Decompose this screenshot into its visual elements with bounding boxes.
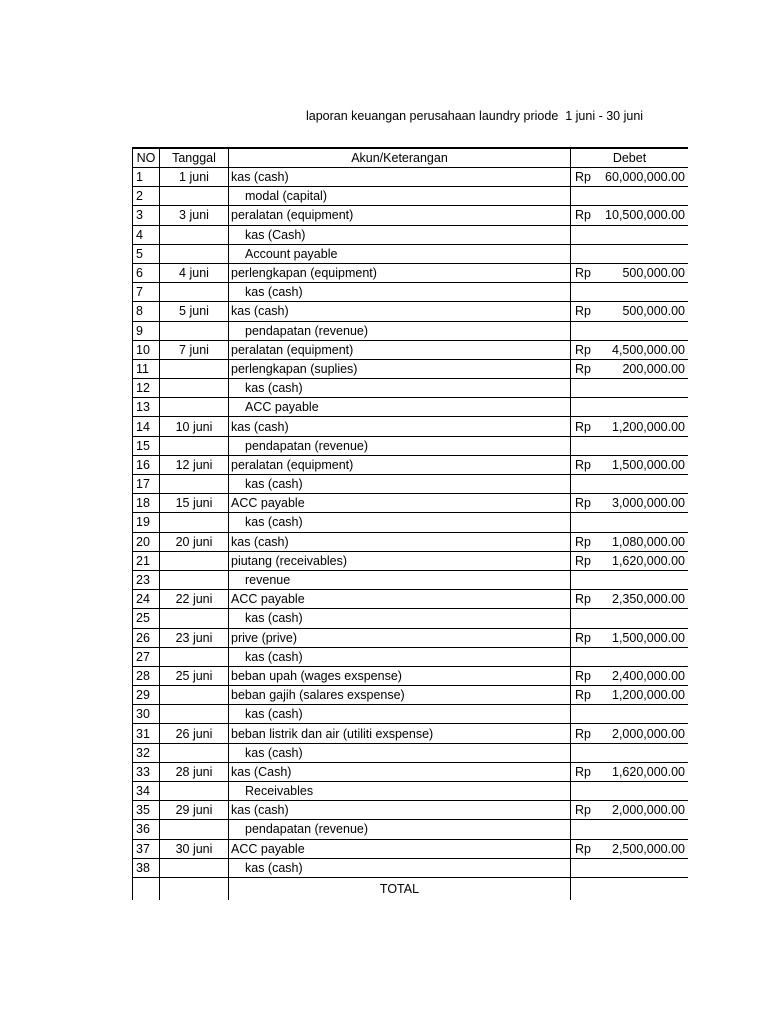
debet-amount: 3,000,000.00 bbox=[612, 496, 685, 511]
row-no: 13 bbox=[133, 398, 160, 417]
row-tanggal bbox=[160, 820, 229, 839]
row-debet bbox=[571, 858, 689, 877]
row-akun: kas (cash) bbox=[229, 705, 571, 724]
table-row bbox=[133, 321, 689, 340]
row-debet bbox=[571, 724, 689, 743]
row-tanggal bbox=[160, 436, 229, 455]
row-akun: Receivables bbox=[229, 782, 571, 801]
total-row bbox=[133, 877, 689, 900]
table-row bbox=[133, 801, 689, 820]
row-debet bbox=[571, 820, 689, 839]
row-debet bbox=[571, 647, 689, 666]
table-row bbox=[133, 513, 689, 532]
row-akun: kas (cash) bbox=[229, 532, 571, 551]
row-debet bbox=[571, 302, 689, 321]
table-row bbox=[133, 263, 689, 282]
row-tanggal bbox=[160, 858, 229, 877]
row-akun: kas (cash) bbox=[229, 379, 571, 398]
table-row bbox=[133, 359, 689, 378]
row-tanggal bbox=[160, 283, 229, 302]
table-row bbox=[133, 590, 689, 609]
journal-table bbox=[132, 147, 688, 900]
row-akun: kas (cash) bbox=[229, 647, 571, 666]
row-akun: pendapatan (revenue) bbox=[229, 820, 571, 839]
table-row bbox=[133, 187, 689, 206]
row-no: 31 bbox=[133, 724, 160, 743]
currency-label: Rp bbox=[575, 630, 591, 645]
debet-amount: 500,000.00 bbox=[622, 266, 685, 281]
row-tanggal bbox=[160, 321, 229, 340]
row-debet bbox=[571, 206, 689, 225]
table-row bbox=[133, 551, 689, 570]
row-tanggal bbox=[160, 513, 229, 532]
row-no: 3 bbox=[133, 206, 160, 225]
row-debet bbox=[571, 513, 689, 532]
row-debet bbox=[571, 551, 689, 570]
row-debet bbox=[571, 168, 689, 187]
row-akun: beban gajih (salares exspense) bbox=[229, 686, 571, 705]
row-tanggal: 20 juni bbox=[160, 532, 229, 551]
row-no: 21 bbox=[133, 551, 160, 570]
row-no: 2 bbox=[133, 187, 160, 206]
table-row bbox=[133, 570, 689, 589]
row-debet bbox=[571, 455, 689, 474]
row-debet bbox=[571, 705, 689, 724]
row-no: 5 bbox=[133, 244, 160, 263]
currency-label: Rp bbox=[575, 592, 591, 607]
header-akun: Akun/Keterangan bbox=[229, 148, 571, 168]
row-no: 35 bbox=[133, 801, 160, 820]
table-row bbox=[133, 455, 689, 474]
row-debet bbox=[571, 628, 689, 647]
table-row bbox=[133, 532, 689, 551]
total-debet-cell bbox=[571, 877, 689, 900]
row-tanggal bbox=[160, 686, 229, 705]
row-debet bbox=[571, 743, 689, 762]
row-no: 30 bbox=[133, 705, 160, 724]
row-akun: perlengkapan (equipment) bbox=[229, 263, 571, 282]
debet-amount: 1,500,000.00 bbox=[612, 630, 685, 645]
table-row bbox=[133, 628, 689, 647]
row-tanggal bbox=[160, 743, 229, 762]
row-debet bbox=[571, 187, 689, 206]
row-debet bbox=[571, 263, 689, 282]
row-akun: beban upah (wages exspense) bbox=[229, 666, 571, 685]
row-tanggal bbox=[160, 475, 229, 494]
row-debet bbox=[571, 359, 689, 378]
row-no: 38 bbox=[133, 858, 160, 877]
debet-amount: 60,000,000.00 bbox=[605, 170, 685, 185]
debet-amount: 10,500,000.00 bbox=[605, 208, 685, 223]
row-debet bbox=[571, 666, 689, 685]
table-row bbox=[133, 666, 689, 685]
debet-amount: 2,000,000.00 bbox=[612, 726, 685, 741]
row-no: 9 bbox=[133, 321, 160, 340]
currency-label: Rp bbox=[575, 534, 591, 549]
row-no: 28 bbox=[133, 666, 160, 685]
row-no: 37 bbox=[133, 839, 160, 858]
row-no: 14 bbox=[133, 417, 160, 436]
table-row bbox=[133, 609, 689, 628]
row-debet bbox=[571, 570, 689, 589]
row-tanggal: 7 juni bbox=[160, 340, 229, 359]
header-tanggal: Tanggal bbox=[160, 148, 229, 168]
row-akun: beban listrik dan air (utiliti exspense) bbox=[229, 724, 571, 743]
row-no: 32 bbox=[133, 743, 160, 762]
row-no: 23 bbox=[133, 570, 160, 589]
row-no: 36 bbox=[133, 820, 160, 839]
row-no: 16 bbox=[133, 455, 160, 474]
row-debet bbox=[571, 494, 689, 513]
table-row bbox=[133, 398, 689, 417]
currency-label: Rp bbox=[575, 170, 591, 185]
currency-label: Rp bbox=[575, 419, 591, 434]
currency-label: Rp bbox=[575, 266, 591, 281]
table-row bbox=[133, 724, 689, 743]
row-no: 11 bbox=[133, 359, 160, 378]
table-row bbox=[133, 494, 689, 513]
row-tanggal: 22 juni bbox=[160, 590, 229, 609]
currency-label: Rp bbox=[575, 457, 591, 472]
debet-amount: 1,620,000.00 bbox=[612, 764, 685, 779]
table-row bbox=[133, 379, 689, 398]
row-debet bbox=[571, 379, 689, 398]
debet-amount: 1,620,000.00 bbox=[612, 553, 685, 568]
row-debet bbox=[571, 225, 689, 244]
row-tanggal: 29 juni bbox=[160, 801, 229, 820]
row-debet bbox=[571, 762, 689, 781]
table-row bbox=[133, 417, 689, 436]
currency-label: Rp bbox=[575, 208, 591, 223]
row-akun: peralatan (equipment) bbox=[229, 206, 571, 225]
row-akun: kas (cash) bbox=[229, 168, 571, 187]
debet-amount: 2,000,000.00 bbox=[612, 803, 685, 818]
row-akun: ACC payable bbox=[229, 839, 571, 858]
row-akun: kas (cash) bbox=[229, 302, 571, 321]
row-akun: revenue bbox=[229, 570, 571, 589]
header-row bbox=[133, 148, 689, 168]
row-tanggal bbox=[160, 379, 229, 398]
row-no: 34 bbox=[133, 782, 160, 801]
currency-label: Rp bbox=[575, 803, 591, 818]
currency-label: Rp bbox=[575, 764, 591, 779]
row-debet bbox=[571, 686, 689, 705]
row-akun: Account payable bbox=[229, 244, 571, 263]
table-row bbox=[133, 340, 689, 359]
table-row bbox=[133, 436, 689, 455]
row-no: 33 bbox=[133, 762, 160, 781]
row-akun: peralatan (equipment) bbox=[229, 340, 571, 359]
row-tanggal: 1 juni bbox=[160, 168, 229, 187]
row-tanggal: 25 juni bbox=[160, 666, 229, 685]
debet-amount: 4,500,000.00 bbox=[612, 342, 685, 357]
row-no: 19 bbox=[133, 513, 160, 532]
total-label: TOTAL bbox=[229, 877, 571, 900]
row-akun: kas (cash) bbox=[229, 283, 571, 302]
row-debet bbox=[571, 340, 689, 359]
currency-label: Rp bbox=[575, 342, 591, 357]
table-row bbox=[133, 206, 689, 225]
row-tanggal: 4 juni bbox=[160, 263, 229, 282]
table-row bbox=[133, 283, 689, 302]
table-row bbox=[133, 244, 689, 263]
row-debet bbox=[571, 590, 689, 609]
row-debet bbox=[571, 839, 689, 858]
debet-amount: 1,200,000.00 bbox=[612, 688, 685, 703]
row-akun: ACC payable bbox=[229, 494, 571, 513]
row-no: 20 bbox=[133, 532, 160, 551]
row-akun: kas (cash) bbox=[229, 513, 571, 532]
row-tanggal bbox=[160, 187, 229, 206]
currency-label: Rp bbox=[575, 496, 591, 511]
row-akun: peralatan (equipment) bbox=[229, 455, 571, 474]
row-tanggal bbox=[160, 359, 229, 378]
row-no: 26 bbox=[133, 628, 160, 647]
table-row bbox=[133, 820, 689, 839]
row-akun: ACC payable bbox=[229, 398, 571, 417]
row-debet bbox=[571, 609, 689, 628]
currency-label: Rp bbox=[575, 304, 591, 319]
row-tanggal bbox=[160, 647, 229, 666]
total-tanggal-cell bbox=[160, 877, 229, 900]
currency-label: Rp bbox=[575, 361, 591, 376]
row-no: 12 bbox=[133, 379, 160, 398]
row-no: 7 bbox=[133, 283, 160, 302]
row-akun: modal (capital) bbox=[229, 187, 571, 206]
row-debet bbox=[571, 436, 689, 455]
row-tanggal: 28 juni bbox=[160, 762, 229, 781]
row-tanggal bbox=[160, 705, 229, 724]
row-akun: perlengkapan (suplies) bbox=[229, 359, 571, 378]
table-row bbox=[133, 858, 689, 877]
row-no: 25 bbox=[133, 609, 160, 628]
table-row bbox=[133, 762, 689, 781]
currency-label: Rp bbox=[575, 688, 591, 703]
currency-label: Rp bbox=[575, 668, 591, 683]
row-tanggal bbox=[160, 551, 229, 570]
row-akun: kas (cash) bbox=[229, 475, 571, 494]
row-debet bbox=[571, 532, 689, 551]
table-row bbox=[133, 782, 689, 801]
debet-amount: 2,500,000.00 bbox=[612, 841, 685, 856]
row-tanggal: 12 juni bbox=[160, 455, 229, 474]
row-debet bbox=[571, 321, 689, 340]
row-akun: piutang (receivables) bbox=[229, 551, 571, 570]
row-tanggal: 30 juni bbox=[160, 839, 229, 858]
row-tanggal bbox=[160, 244, 229, 263]
table-row bbox=[133, 225, 689, 244]
debet-amount: 500,000.00 bbox=[622, 304, 685, 319]
report-title: laporan keuangan perusahaan laundry priode 1 juni - 30 juni bbox=[306, 109, 644, 123]
row-akun: kas (cash) bbox=[229, 801, 571, 820]
table-row bbox=[133, 839, 689, 858]
table-row bbox=[133, 168, 689, 187]
table-row bbox=[133, 647, 689, 666]
row-akun: kas (cash) bbox=[229, 858, 571, 877]
row-debet bbox=[571, 417, 689, 436]
row-tanggal: 10 juni bbox=[160, 417, 229, 436]
row-no: 17 bbox=[133, 475, 160, 494]
row-no: 27 bbox=[133, 647, 160, 666]
row-no: 18 bbox=[133, 494, 160, 513]
table-row bbox=[133, 686, 689, 705]
row-akun: kas (cash) bbox=[229, 417, 571, 436]
row-no: 24 bbox=[133, 590, 160, 609]
table-row bbox=[133, 705, 689, 724]
table-row bbox=[133, 475, 689, 494]
row-tanggal bbox=[160, 782, 229, 801]
debet-amount: 200,000.00 bbox=[622, 361, 685, 376]
row-no: 15 bbox=[133, 436, 160, 455]
row-no: 1 bbox=[133, 168, 160, 187]
debet-amount: 2,400,000.00 bbox=[612, 668, 685, 683]
debet-amount: 2,350,000.00 bbox=[612, 592, 685, 607]
row-debet bbox=[571, 283, 689, 302]
table-row bbox=[133, 302, 689, 321]
row-akun: pendapatan (revenue) bbox=[229, 321, 571, 340]
journal-table-container bbox=[132, 147, 688, 936]
row-no: 29 bbox=[133, 686, 160, 705]
currency-label: Rp bbox=[575, 726, 591, 741]
header-debet: Debet bbox=[571, 148, 689, 168]
total-no-cell bbox=[133, 877, 160, 900]
row-no: 4 bbox=[133, 225, 160, 244]
row-akun: prive (prive) bbox=[229, 628, 571, 647]
debet-amount: 1,500,000.00 bbox=[612, 457, 685, 472]
row-debet bbox=[571, 801, 689, 820]
row-tanggal: 3 juni bbox=[160, 206, 229, 225]
row-akun: pendapatan (revenue) bbox=[229, 436, 571, 455]
currency-label: Rp bbox=[575, 553, 591, 568]
row-no: 10 bbox=[133, 340, 160, 359]
debet-amount: 1,200,000.00 bbox=[612, 419, 685, 434]
row-debet bbox=[571, 398, 689, 417]
row-tanggal: 23 juni bbox=[160, 628, 229, 647]
row-tanggal bbox=[160, 225, 229, 244]
header-no: NO bbox=[133, 148, 160, 168]
row-akun: ACC payable bbox=[229, 590, 571, 609]
row-debet bbox=[571, 475, 689, 494]
row-no: 6 bbox=[133, 263, 160, 282]
row-akun: kas (Cash) bbox=[229, 762, 571, 781]
row-akun: kas (cash) bbox=[229, 609, 571, 628]
currency-label: Rp bbox=[575, 841, 591, 856]
row-tanggal bbox=[160, 398, 229, 417]
row-no: 8 bbox=[133, 302, 160, 321]
row-tanggal bbox=[160, 609, 229, 628]
row-debet bbox=[571, 244, 689, 263]
row-tanggal: 5 juni bbox=[160, 302, 229, 321]
row-tanggal bbox=[160, 570, 229, 589]
debet-amount: 1,080,000.00 bbox=[612, 534, 685, 549]
row-tanggal: 15 juni bbox=[160, 494, 229, 513]
row-tanggal: 26 juni bbox=[160, 724, 229, 743]
row-akun: kas (Cash) bbox=[229, 225, 571, 244]
table-row bbox=[133, 743, 689, 762]
row-akun: kas (cash) bbox=[229, 743, 571, 762]
row-debet bbox=[571, 782, 689, 801]
